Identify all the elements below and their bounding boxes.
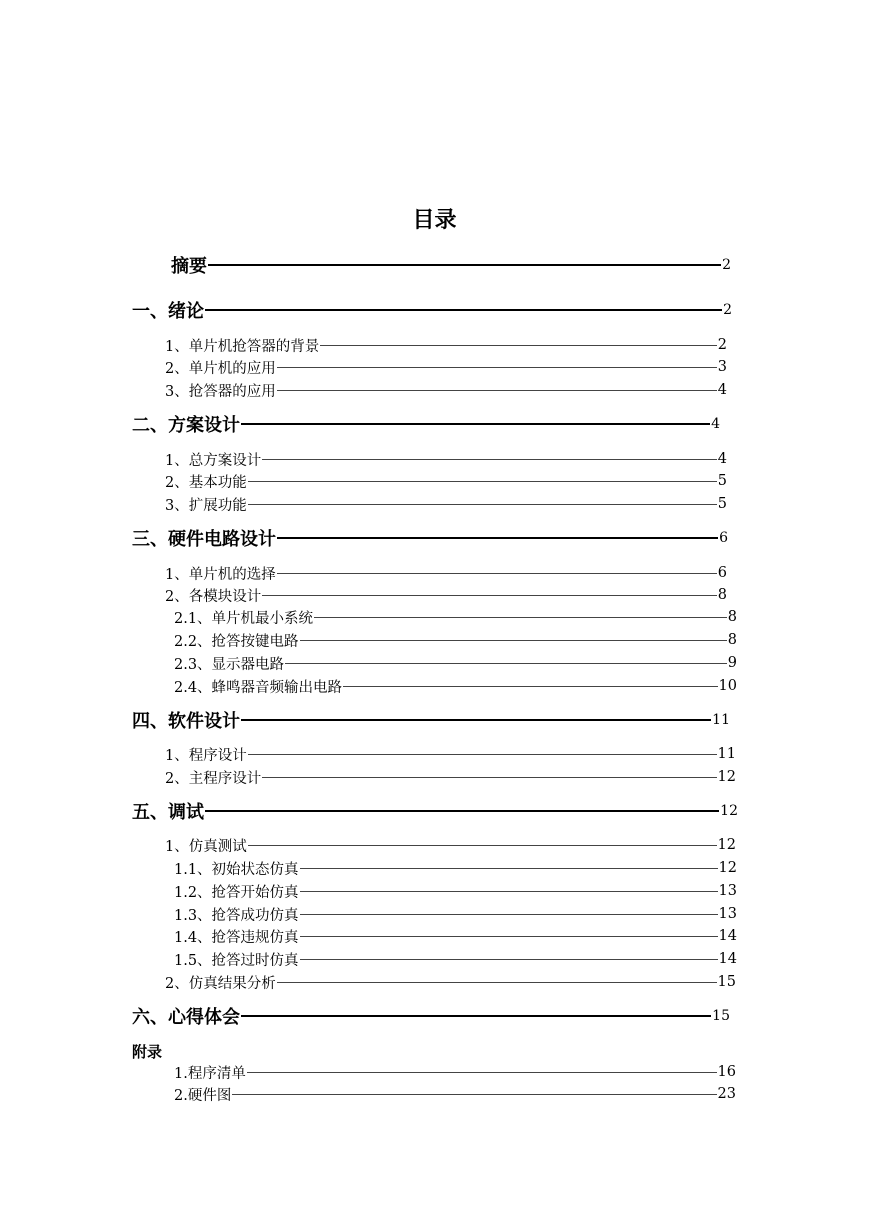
toc-page: 11 — [717, 746, 736, 762]
toc-page: 4 — [711, 416, 720, 432]
toc-label: 1.4、抢答违规仿真 — [174, 929, 299, 946]
toc-item-5-1-4[interactable] — [174, 926, 737, 946]
toc-label: 2.4、蜂鸣器音频输出电路 — [174, 679, 343, 696]
toc-label: 2、单片机的应用 — [165, 360, 276, 377]
toc-page: 13 — [718, 883, 737, 899]
toc-item-1-1[interactable] — [165, 335, 727, 355]
toc-page: 3 — [717, 359, 727, 375]
toc-appendix[interactable] — [132, 1041, 162, 1061]
toc-page: 4 — [717, 382, 727, 398]
leader-line — [320, 345, 717, 346]
toc-label: 1、单片机抢答器的背景 — [165, 338, 320, 355]
toc-item-4-2[interactable] — [165, 767, 736, 787]
toc-section-1[interactable] — [132, 298, 732, 322]
toc-page: 2 — [717, 337, 727, 353]
leader-line — [232, 1094, 716, 1095]
leader-line — [300, 914, 718, 915]
toc-page: 15 — [717, 974, 736, 990]
toc-label: 1.3、抢答成功仿真 — [174, 907, 299, 924]
leader-line — [262, 777, 716, 778]
leader-line — [241, 719, 711, 721]
toc-item-4-1[interactable] — [165, 744, 736, 764]
leader-line — [248, 481, 717, 482]
toc-page: 15 — [712, 1008, 730, 1024]
leader-line — [248, 845, 717, 846]
toc-label: 3、扩展功能 — [165, 497, 247, 514]
leader-line — [248, 504, 717, 505]
toc-page: 10 — [718, 678, 737, 694]
toc-page: 14 — [718, 951, 737, 967]
toc-label: 2.硬件图 — [174, 1087, 232, 1104]
toc-item-appendix-1[interactable] — [174, 1062, 736, 1082]
page-title: 目录 — [412, 208, 457, 233]
toc-label: 1、仿真测试 — [165, 838, 247, 855]
toc-label: 1、总方案设计 — [165, 452, 262, 469]
toc-item-5-1-2[interactable] — [174, 881, 737, 901]
toc-item-3-2-4[interactable] — [174, 676, 737, 696]
toc-page: 5 — [717, 496, 727, 512]
toc-item-5-2[interactable] — [165, 972, 736, 992]
toc-page: 5 — [717, 473, 727, 489]
toc-page: 13 — [718, 906, 737, 922]
toc-label: 四、软件设计 — [132, 711, 240, 732]
toc-page: 12 — [720, 803, 738, 819]
toc-item-2-2[interactable] — [165, 471, 727, 491]
toc-item-3-2-3[interactable] — [174, 653, 737, 673]
leader-line — [285, 663, 727, 664]
toc-item-5-1[interactable] — [165, 835, 736, 855]
leader-line — [248, 754, 717, 755]
toc-item-appendix-2[interactable] — [174, 1084, 736, 1104]
leader-line — [277, 982, 717, 983]
toc-item-3-1[interactable] — [165, 563, 727, 583]
leader-line — [314, 617, 727, 618]
leader-line — [277, 367, 717, 368]
toc-item-1-2[interactable] — [165, 357, 727, 377]
toc-page: 6 — [717, 565, 727, 581]
toc-page: 12 — [717, 769, 736, 785]
toc-label: 1.2、抢答开始仿真 — [174, 884, 299, 901]
toc-label: 摘要 — [171, 256, 207, 277]
toc-abstract[interactable] — [171, 253, 731, 277]
toc-page: 2 — [722, 257, 731, 273]
toc-section-6[interactable] — [132, 1004, 730, 1028]
leader-line — [300, 891, 718, 892]
toc-section-5[interactable] — [132, 799, 738, 823]
leader-line — [343, 686, 717, 687]
toc-page: 11 — [712, 712, 730, 728]
toc-label: 三、硬件电路设计 — [132, 529, 276, 550]
leader-line — [241, 423, 710, 425]
leader-line — [300, 868, 718, 869]
leader-line — [205, 810, 719, 812]
toc-page: 8 — [717, 587, 727, 603]
leader-line — [262, 459, 717, 460]
toc-page: 12 — [717, 837, 736, 853]
leader-line — [208, 264, 721, 266]
toc-item-5-1-5[interactable] — [174, 949, 737, 969]
toc-label: 2、基本功能 — [165, 474, 247, 491]
toc-page: 8 — [727, 632, 737, 648]
toc-item-3-2[interactable] — [165, 585, 727, 605]
toc-label: 2.3、显示器电路 — [174, 656, 285, 673]
toc-page: 14 — [718, 928, 737, 944]
toc-item-2-1[interactable] — [165, 449, 727, 469]
toc-label: 2、仿真结果分析 — [165, 975, 276, 992]
toc-page: 9 — [727, 655, 737, 671]
toc-item-5-1-3[interactable] — [174, 904, 737, 924]
toc-label: 附录 — [132, 1042, 163, 1061]
toc-item-5-1-1[interactable] — [174, 858, 737, 878]
toc-label: 五、调试 — [132, 802, 204, 823]
toc-label: 2.1、单片机最小系统 — [174, 610, 314, 627]
leader-line — [300, 640, 727, 641]
leader-line — [205, 309, 722, 311]
toc-label: 2、主程序设计 — [165, 770, 262, 787]
toc-page: 23 — [717, 1086, 736, 1102]
toc-section-4[interactable] — [132, 708, 730, 732]
toc-label: 2、各模块设计 — [165, 588, 262, 605]
leader-line — [262, 595, 717, 596]
toc-label: 1.5、抢答过时仿真 — [174, 952, 299, 969]
toc-label: 1、程序设计 — [165, 747, 247, 764]
toc-label: 一、绪论 — [132, 301, 204, 322]
toc-section-2[interactable] — [132, 412, 720, 436]
leader-line — [241, 1015, 711, 1017]
leader-line — [277, 573, 717, 574]
leader-line — [277, 537, 718, 539]
toc-item-3-2-1[interactable] — [174, 607, 737, 627]
toc-item-1-3[interactable] — [165, 380, 727, 400]
toc-page: 16 — [717, 1064, 736, 1080]
toc-item-2-3[interactable] — [165, 494, 727, 514]
toc-item-3-2-2[interactable] — [174, 630, 737, 650]
toc-label: 二、方案设计 — [132, 415, 240, 436]
toc-label: 1、单片机的选择 — [165, 566, 276, 583]
leader-line — [277, 390, 717, 391]
toc-label: 1.1、初始状态仿真 — [174, 861, 299, 878]
toc-section-3[interactable] — [132, 526, 728, 550]
toc-label: 2.2、抢答按键电路 — [174, 633, 299, 650]
toc-label: 1.程序清单 — [174, 1065, 246, 1082]
leader-line — [247, 1072, 717, 1073]
toc-page: 6 — [719, 530, 728, 546]
toc-label: 六、心得体会 — [132, 1007, 240, 1028]
toc-page: 4 — [717, 451, 727, 467]
toc-label: 3、抢答器的应用 — [165, 383, 276, 400]
toc-page: 12 — [718, 860, 737, 876]
toc-page: 2 — [723, 302, 732, 318]
toc-page: 8 — [727, 609, 737, 625]
leader-line — [300, 936, 718, 937]
leader-line — [300, 959, 718, 960]
